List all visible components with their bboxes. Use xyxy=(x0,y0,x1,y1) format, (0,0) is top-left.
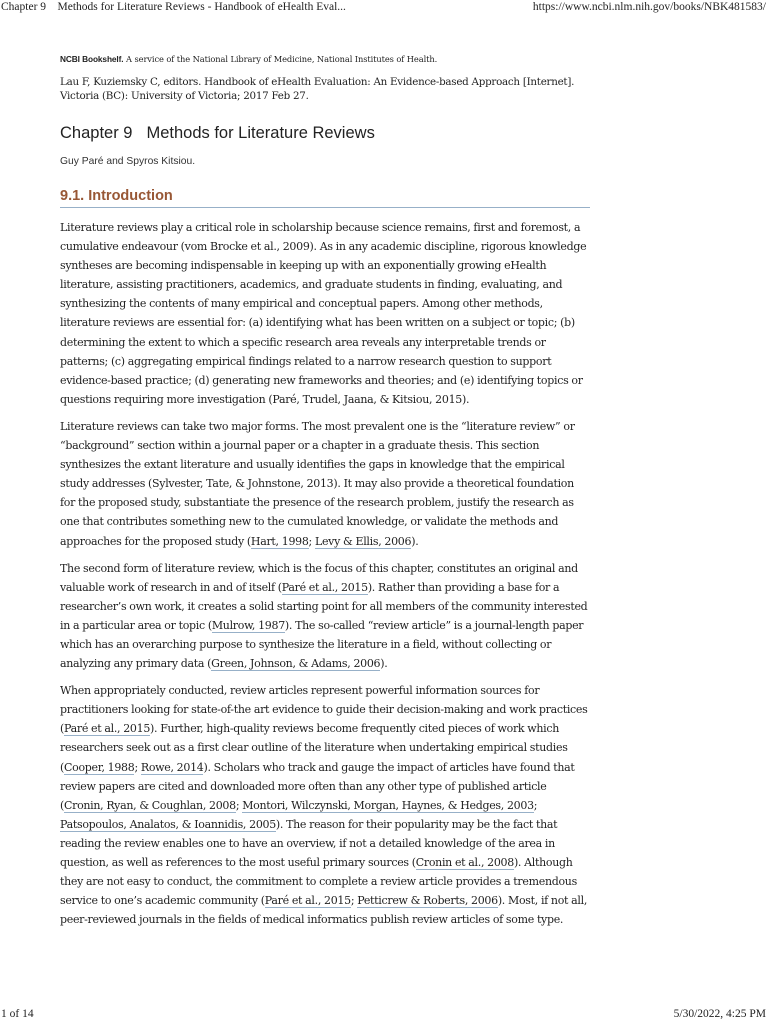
chapter-title xyxy=(60,124,590,143)
citation-link[interactable]: Petticrew & Roberts, 2006 xyxy=(357,894,498,908)
citation-link[interactable]: Mulrow, 1987 xyxy=(211,618,285,632)
citation-link[interactable]: Paré et al., 2015 xyxy=(64,722,151,736)
print-header xyxy=(0,0,768,18)
paragraph-text: ; xyxy=(350,894,358,908)
paragraph-text: ; xyxy=(308,534,315,548)
chapter-name: Methods for Literature Reviews xyxy=(146,124,375,142)
print-datetime: 5/30/2022, 4:25 PM xyxy=(673,1008,766,1020)
citation-link[interactable]: Paré et al., 2015 xyxy=(281,580,368,594)
citation-link[interactable]: Levy & Ellis, 2006 xyxy=(314,534,412,548)
citation-link[interactable]: Rowe, 2014 xyxy=(140,760,204,774)
chapter-number: Chapter 9 xyxy=(60,124,133,142)
paragraph-text: Literature reviews can take two major forms. The most prevalent one is the “literature review” or “background” section within a journal paper or a chapter in a graduate thesis. This section synthesizes the extant literature and usually identifies the gaps in knowledge that the empirical study addresses (Sylvester, Tate, & Johnstone, 2013). It may also provide a theoretical foundation for the proposed study, substantiate the presence of the research problem, justify the research as one that contributes something new to the cumulated knowledge, or validate the methods and approaches for the proposed study ( xyxy=(60,419,575,548)
paragraph-text: When appropriately conducted, review articles represent powerful information sources for practitioners looking for state-of-the art evidence to guide their decision-making and work practices ( xyxy=(60,684,588,736)
paragraph-text: ; xyxy=(134,760,141,774)
paragraph-2 xyxy=(60,417,590,551)
citation-link[interactable]: Montori, Wilczynski, Morgan, Haynes, & Hedges, 2003 xyxy=(242,798,534,812)
citation-link[interactable]: Hart, 1998 xyxy=(250,534,309,548)
book-citation: Lau F, Kuziemsky C, editors. Handbook of eHealth Evaluation: An Evidence-based Approach [Internet]. Victoria (BC): University of Victoria; 2017 Feb 27. xyxy=(60,76,575,102)
paragraph-text: ). xyxy=(380,657,388,671)
paragraph-text: ). Rather than providing a base for a researcher’s own work, it creates a solid starting point for all members of the community interested in a particular area or topic ( xyxy=(60,580,588,632)
paragraph-text: ). Further, high-quality reviews become frequently cited pieces of work which researchers seek out as a first clear outline of the literature when undertaking empirical studies ( xyxy=(60,722,568,774)
section-heading: 9.1. Introduction xyxy=(60,188,590,208)
paragraph-text: ). xyxy=(411,534,419,548)
paragraph-text: The second form of literature review, which is the focus of this chapter, constitutes an original and valuable work of research in and of itself ( xyxy=(60,561,578,594)
paragraph-4 xyxy=(60,681,590,929)
print-header-url[interactable]: https://www.ncbi.nlm.nih.gov/books/NBK481583/ xyxy=(532,1,766,13)
print-footer xyxy=(0,1004,768,1024)
paragraph-text: ). The reason for their popularity may be the fact that reading the review enables one to have an overview, if not a detailed knowledge of the area in question, as well as references to the most useful primary sources ( xyxy=(60,817,558,869)
paragraph-1 xyxy=(60,218,590,409)
paragraph-text: ). Although they are not easy to conduct, the commitment to complete a review article provides a tremendous service to one’s academic community ( xyxy=(60,856,577,908)
bookshelf-banner xyxy=(60,54,590,64)
page-counter: 1 of 14 xyxy=(1,1008,34,1020)
paragraph-text: ). The so-called “review article” is a journal-length paper which has an overarching purpose to synthesize the literature in a field, without collecting or analyzing any primary data ( xyxy=(60,618,584,671)
citation-link[interactable]: Cronin, Ryan, & Coughlan, 2008 xyxy=(64,798,236,812)
paragraph-text: ). Scholars who track and gauge the impact of articles have found that review papers are cited and downloaded more often than any other type of published article ( xyxy=(60,760,575,812)
paragraph-text: ; xyxy=(533,798,538,812)
citation-link[interactable]: Green, Johnson, & Adams, 2006 xyxy=(211,657,381,671)
paragraph-text: ). Most, if not all, peer-reviewed journals in the fields of medical informatics publish review articles of some type. xyxy=(60,894,588,927)
section-body xyxy=(60,218,590,929)
document-page xyxy=(60,50,590,929)
citation-link[interactable]: Patsopoulos, Analatos, & Ioannidis, 2005 xyxy=(60,817,276,831)
bookshelf-tagline: A service of the National Library of Medicine, National Institutes of Health. xyxy=(126,54,438,64)
citation-link[interactable]: Paré et al., 2015 xyxy=(264,894,351,908)
print-header-title: Chapter 9 Methods for Literature Reviews - Handbook of eHealth Eval... xyxy=(1,1,346,13)
paragraph-text: ; xyxy=(235,798,243,812)
bookshelf-brand[interactable]: NCBI Bookshelf. xyxy=(60,54,124,64)
paragraph-text: Literature reviews play a critical role in scholarship because science remains, first and foremost, a cumulative endeavour (vom Brocke et al., 2009). As in any academic discipline, rigorous knowledge syntheses are becoming indispensable in keeping up with an exponentially growing eHealth literature, assisting practitioners, academics, and graduate students in finding, evaluating, and synthesizing the contents of many empirical and conceptual papers. Among other methods, literature reviews are essential for: (a) identifying what has been written on a subject or topic; (b) determining the extent to which a specific research area reveals any interpretable trends or patterns; (c) aggregating empirical findings related to a narrow research question to support evidence-based practice; (d) generating new frameworks and theories; and (e) identifying topics or questions requiring more investigation (Paré, Trudel, Jaana, & Kitsiou, 2015). xyxy=(60,221,587,406)
paragraph-3 xyxy=(60,559,590,674)
citation-link[interactable]: Cooper, 1988 xyxy=(64,760,135,774)
citation-link[interactable]: Cronin et al., 2008 xyxy=(415,856,514,869)
chapter-authors: Guy Paré and Spyros Kitsiou. xyxy=(60,156,196,167)
